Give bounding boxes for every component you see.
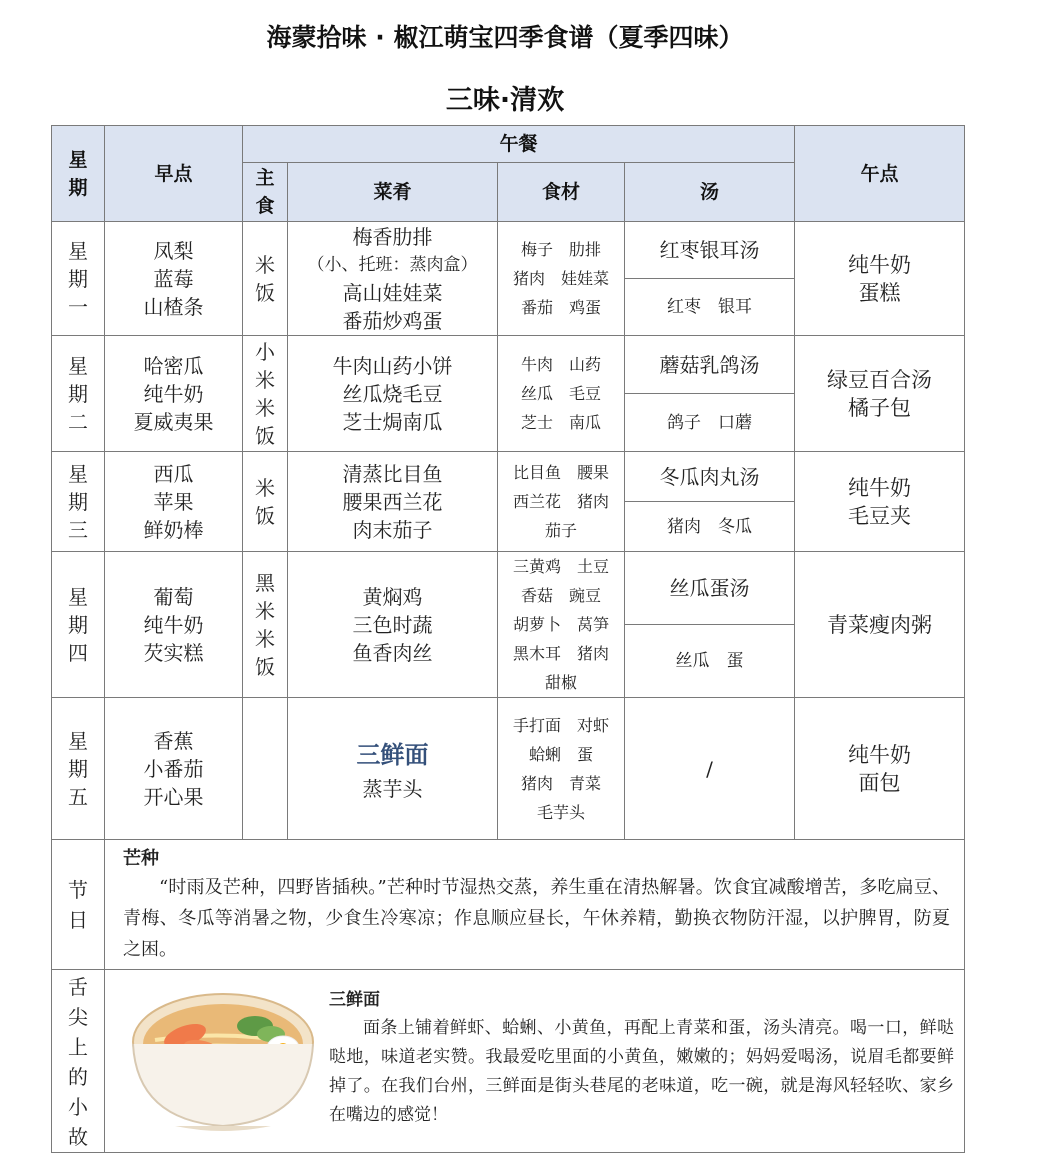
breakfast-item: 香蕉 [153, 728, 194, 753]
ingredient-line: 番茄 鸡蛋 [520, 298, 601, 317]
breakfast-item: 开心果 [143, 784, 204, 809]
dishes-cell [288, 552, 498, 698]
breakfast-item: 纯牛奶 [143, 612, 204, 637]
header-weekday-text: 星 期 [68, 148, 88, 199]
afternoon-item: 面包 [858, 770, 901, 795]
dish-item: 番茄炒鸡蛋 [342, 308, 443, 333]
afternoon-item: 纯牛奶 [848, 252, 912, 277]
page-title: 海蒙拾味 · 椒江萌宝四季食谱（夏季四味） [266, 23, 744, 52]
breakfast-item: 西瓜 [153, 461, 194, 486]
afternoon-item: 绿豆百合汤 [827, 367, 933, 392]
soup-name: 冬瓜肉丸汤 [659, 464, 760, 489]
ingredient-line: 猪肉 娃娃菜 [512, 269, 609, 288]
header-staple [243, 163, 288, 222]
ingredient-line: 香菇 豌豆 [520, 586, 601, 605]
header-dishes: 菜肴 [288, 163, 498, 222]
dishes-cell [288, 222, 498, 336]
afternoon-item: 纯牛奶 [848, 742, 912, 767]
dish-item: 高山娃娃菜 [342, 280, 443, 305]
staple-label: 小 米 米 饭 [255, 339, 275, 448]
soup-ingredients: 红枣 银耳 [667, 297, 752, 317]
dish-item: （小、托班：蒸肉盒） [307, 254, 478, 275]
story-label: 舌 尖 上 的 小 故 [68, 975, 88, 1149]
festival-text: “时雨及芒种，四野皆插秧。”芒种时节湿热交蒸，养生重在清热解暑。饮食宜减酸增苦，多吃扁豆、青梅、冬瓜等消暑之物，少食生冷寒凉；作息顺应昼长，午休养精，勤换衣物防汗湿，以护脾胃，防夏之困。 [123, 877, 951, 960]
weekday-label: 星 期 四 [68, 584, 88, 665]
breakfast-item: 芡实糕 [143, 640, 204, 665]
breakfast-item: 夏威夷果 [133, 409, 214, 434]
soup-name: 红枣银耳汤 [659, 238, 760, 262]
ingredients-cell [498, 222, 625, 336]
dish-item: 丝瓜烧毛豆 [342, 381, 443, 406]
afternoon-cell [795, 698, 965, 840]
dish-item: 三色时蔬 [352, 612, 433, 637]
staple-cell [243, 222, 288, 336]
weekday-label: 星 期 一 [68, 238, 88, 319]
day-row [52, 336, 965, 394]
day-row [52, 698, 965, 840]
day-row [52, 222, 965, 279]
breakfast-item: 纯牛奶 [143, 381, 204, 406]
breakfast-item: 山楂条 [143, 294, 204, 319]
weekday-cell [52, 222, 105, 336]
day-rows [52, 222, 965, 840]
day-row [52, 452, 965, 502]
afternoon-item: 毛豆夹 [848, 503, 912, 528]
weekday-label: 星 期 三 [68, 461, 88, 542]
weekday-cell [52, 336, 105, 452]
weekday-label: 星 期 五 [68, 728, 88, 809]
ingredient-line: 蛤蜊 蛋 [528, 744, 593, 764]
ingredient-line: 西兰花 猪肉 [512, 492, 609, 511]
weekday-cell [52, 698, 105, 840]
header-breakfast: 早点 [105, 126, 243, 222]
breakfast-item: 凤梨 [153, 238, 194, 263]
soup-ingredients-cell [625, 279, 795, 336]
ingredient-line: 茄子 [544, 521, 577, 540]
soup-ingredients: 丝瓜 蛋 [675, 651, 744, 671]
festival-label: 节 日 [68, 877, 88, 932]
ingredient-line: 牛肉 山药 [520, 355, 601, 374]
afternoon-cell [795, 552, 965, 698]
weekly-menu-table [51, 125, 965, 1153]
breakfast-cell [105, 552, 243, 698]
ingredient-line: 黑木耳 猪肉 [512, 644, 609, 663]
breakfast-item: 哈密瓜 [143, 353, 204, 378]
noodle-bowl-illustration [105, 970, 325, 1136]
day-row [52, 552, 965, 625]
festival-cell [105, 840, 965, 970]
festival-title: 芒种 [123, 848, 159, 869]
dish-item: 三鲜面 [356, 739, 429, 769]
staple-label: 黑 米 米 饭 [255, 570, 275, 679]
breakfast-item: 鲜奶棒 [143, 517, 204, 542]
story-cell [105, 970, 965, 1153]
story-text: 面条上铺着鲜虾、蛤蜊、小黄鱼，再配上青菜和蛋，汤头清亮。喝一口，鲜哒哒地，味道老实赞。我最爱吃里面的小黄鱼，嫩嫩的；妈妈爱喝汤，说眉毛都要鲜掉了。在我们台州，三鲜面是街头巷尾的老味道，吃一碗，就是海风轻轻吹、家乡在嘴边的感觉！ [329, 1018, 955, 1125]
ingredient-line: 芝士 南瓜 [520, 413, 601, 432]
header-lunch: 午餐 [243, 126, 795, 163]
ingredient-line: 猪肉 青菜 [520, 773, 601, 793]
staple-cell [243, 336, 288, 452]
ingredient-line: 胡萝卜 莴笋 [512, 615, 609, 634]
dishes-cell [288, 452, 498, 552]
header-afternoon: 午点 [795, 126, 965, 222]
soup-ingredients-cell [625, 502, 795, 552]
weekday-cell [52, 452, 105, 552]
soup-name-cell [625, 452, 795, 502]
ingredients-cell [498, 452, 625, 552]
soup-name: / [706, 756, 713, 781]
ingredient-line: 毛芋头 [536, 802, 585, 822]
breakfast-item: 小番茄 [143, 756, 204, 781]
soup-ingredients-cell [625, 625, 795, 698]
page-subtitle: 三味·清欢 [445, 85, 565, 116]
dishes-cell [288, 698, 498, 840]
afternoon-item: 青菜瘦肉粥 [827, 612, 933, 637]
ingredients-cell [498, 552, 625, 698]
breakfast-item: 苹果 [153, 489, 194, 514]
breakfast-item: 葡萄 [153, 584, 194, 609]
afternoon-cell [795, 452, 965, 552]
dish-item: 黄焖鸡 [362, 584, 423, 609]
soup-name-cell [625, 698, 795, 840]
dish-item: 梅香肋排 [352, 224, 433, 249]
afternoon-item: 蛋糕 [858, 280, 901, 305]
soup-ingredients: 猪肉 冬瓜 [667, 516, 752, 537]
afternoon-item: 橘子包 [848, 395, 912, 420]
breakfast-cell [105, 222, 243, 336]
festival-label-cell [52, 840, 105, 970]
afternoon-cell [795, 222, 965, 336]
story-title: 三鲜面 [329, 990, 380, 1010]
breakfast-item: 蓝莓 [153, 266, 194, 291]
ingredients-cell [498, 336, 625, 452]
dish-item: 蒸芋头 [362, 776, 423, 801]
header-soup: 汤 [625, 163, 795, 222]
soup-name-cell [625, 336, 795, 394]
header-ingredients: 食材 [498, 163, 625, 222]
afternoon-cell [795, 336, 965, 452]
story-label-cell [52, 970, 105, 1153]
dish-item: 鱼香肉丝 [352, 640, 433, 665]
soup-name-cell [625, 222, 795, 279]
breakfast-cell [105, 336, 243, 452]
afternoon-item: 纯牛奶 [848, 475, 912, 500]
ingredient-line: 梅子 肋排 [520, 240, 601, 259]
dish-item: 芝士焗南瓜 [342, 409, 443, 434]
dishes-cell [288, 336, 498, 452]
soup-ingredients-cell [625, 394, 795, 452]
ingredient-line: 三黄鸡 土豆 [512, 557, 609, 576]
dish-item: 腰果西兰花 [342, 489, 443, 514]
header-staple-text: 主 食 [255, 167, 275, 217]
ingredient-line: 比目鱼 腰果 [512, 463, 609, 482]
staple-cell [243, 552, 288, 698]
staple-label: 米 饭 [255, 252, 275, 305]
staple-cell [243, 698, 288, 840]
dish-item: 肉末茄子 [352, 517, 433, 542]
weekday-cell [52, 552, 105, 698]
breakfast-cell [105, 698, 243, 840]
soup-name-cell [625, 552, 795, 625]
soup-name: 蘑菇乳鸽汤 [659, 352, 760, 377]
ingredients-cell [498, 698, 625, 840]
header-weekday [52, 126, 105, 222]
ingredient-line: 丝瓜 毛豆 [520, 384, 601, 403]
dish-item: 清蒸比目鱼 [342, 461, 443, 486]
weekday-label: 星 期 二 [68, 353, 88, 434]
staple-cell [243, 452, 288, 552]
staple-label: 米 饭 [255, 475, 275, 528]
soup-name: 丝瓜蛋汤 [669, 576, 750, 600]
ingredient-line: 甜椒 [544, 673, 577, 692]
dish-item: 牛肉山药小饼 [332, 353, 453, 378]
ingredient-line: 手打面 对虾 [512, 715, 609, 735]
breakfast-cell [105, 452, 243, 552]
soup-ingredients: 鸽子 口蘑 [667, 412, 752, 433]
